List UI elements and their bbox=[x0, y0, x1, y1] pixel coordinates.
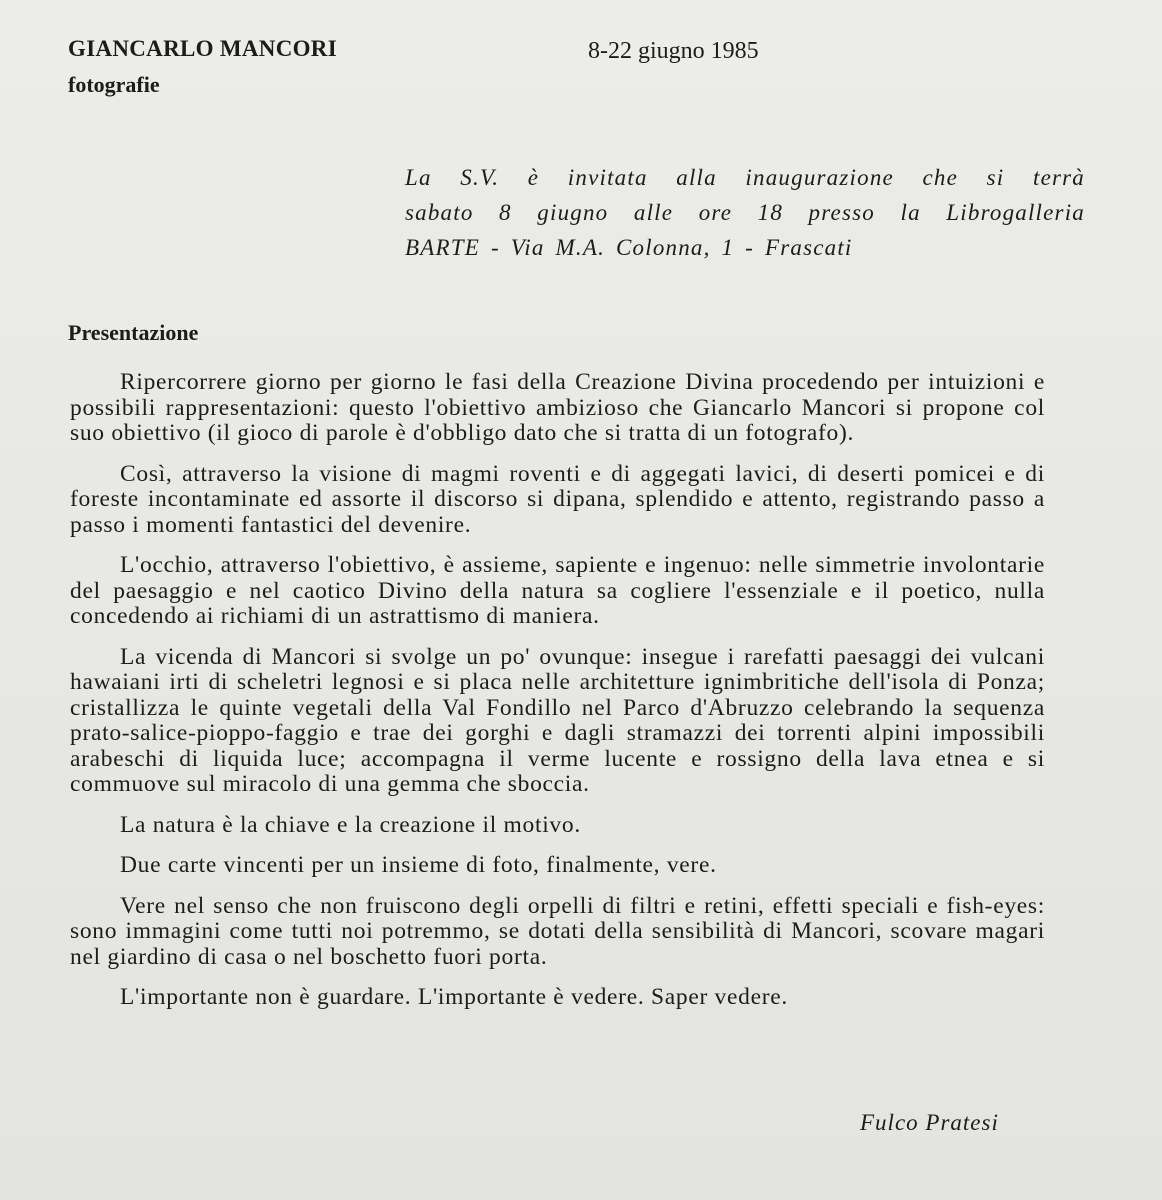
paragraph: La natura è la chiave e la creazione il motivo. bbox=[120, 811, 581, 838]
exhibition-dates: 8-22 giugno 1985 bbox=[588, 38, 759, 64]
paragraph: Così, attraverso la visione di magmi roventi e di aggegati lavici, di deserti pomicei e di foreste incontaminate ed assorte il discorso si dipana, splendido e attento, registrando passo a passo i momenti fantastici del devenire. bbox=[70, 460, 1045, 538]
invitation-text bbox=[405, 160, 1085, 265]
paragraph: Ripercorrere giorno per giorno le fasi della Creazione Divina procedendo per intuizioni e possibili rappresentazioni: questo l'obiettivo ambizioso che Giancarlo Mancori si propone col suo obiettivo (il gioco di parole è d'obbligo dato che si tratta di un fotografo). bbox=[70, 369, 1045, 446]
exhibition-subtitle: fotografie bbox=[68, 72, 160, 97]
invitation-line: BARTE - Via M.A. Colonna, 1 - Frascati bbox=[405, 235, 853, 260]
invitation-line: sabato 8 giugno alle ore 18 presso la Librogalleria bbox=[405, 200, 1085, 225]
artist-name: GIANCARLO MANCORI bbox=[68, 36, 337, 61]
author-signature: Fulco Pratesi bbox=[860, 1110, 999, 1135]
presentation-body bbox=[70, 370, 1045, 1026]
invitation-line: La S.V. è invitata alla inaugurazione che si terrà bbox=[405, 165, 1085, 190]
paragraph: L'importante non è guardare. L'importante è vedere. Saper vedere. bbox=[120, 984, 788, 1010]
paragraph: La vicenda di Mancori si svolge un po' ovunque: insegue i rarefatti paesaggi dei vulcani hawaiani irti di scheletri legnosi e si placa nelle architetture ignimbritiche dell'isola di Ponza; cristallizza le quinte vegetali della Val Fondillo nel Parco d'Abruzzo celebrando la sequenza prato-salice-pioppo-faggio e trae dei gorghi e dagli stramazzi dei torrenti alpini impossibili arabeschi di liquida luce; accompagna il verme lucente e rossigno della lava etnea e si commuove sul miracolo di una gemma che sboccia. bbox=[70, 643, 1045, 797]
paragraph: Vere nel senso che non fruiscono degli orpelli di filtri e retini, effetti speciali e fish-eyes: sono immagini come tutti noi potremmo, se dotati della sensibilità di Mancori, scovare magari nel giardino di casa o nel boschetto fuori porta. bbox=[70, 892, 1045, 970]
paragraph: L'occhio, attraverso l'obiettivo, è assieme, sapiente e ingenuo: nelle simmetrie involontarie del paesaggio e nel caotico Divino della natura sa cogliere l'essenziale e il poetico, nulla concedendo ai richiami di un astrattismo di maniera. bbox=[70, 552, 1045, 629]
section-title: Presentazione bbox=[68, 320, 199, 345]
paragraph: Due carte vincenti per un insieme di foto, finalmente, vere. bbox=[120, 852, 717, 878]
